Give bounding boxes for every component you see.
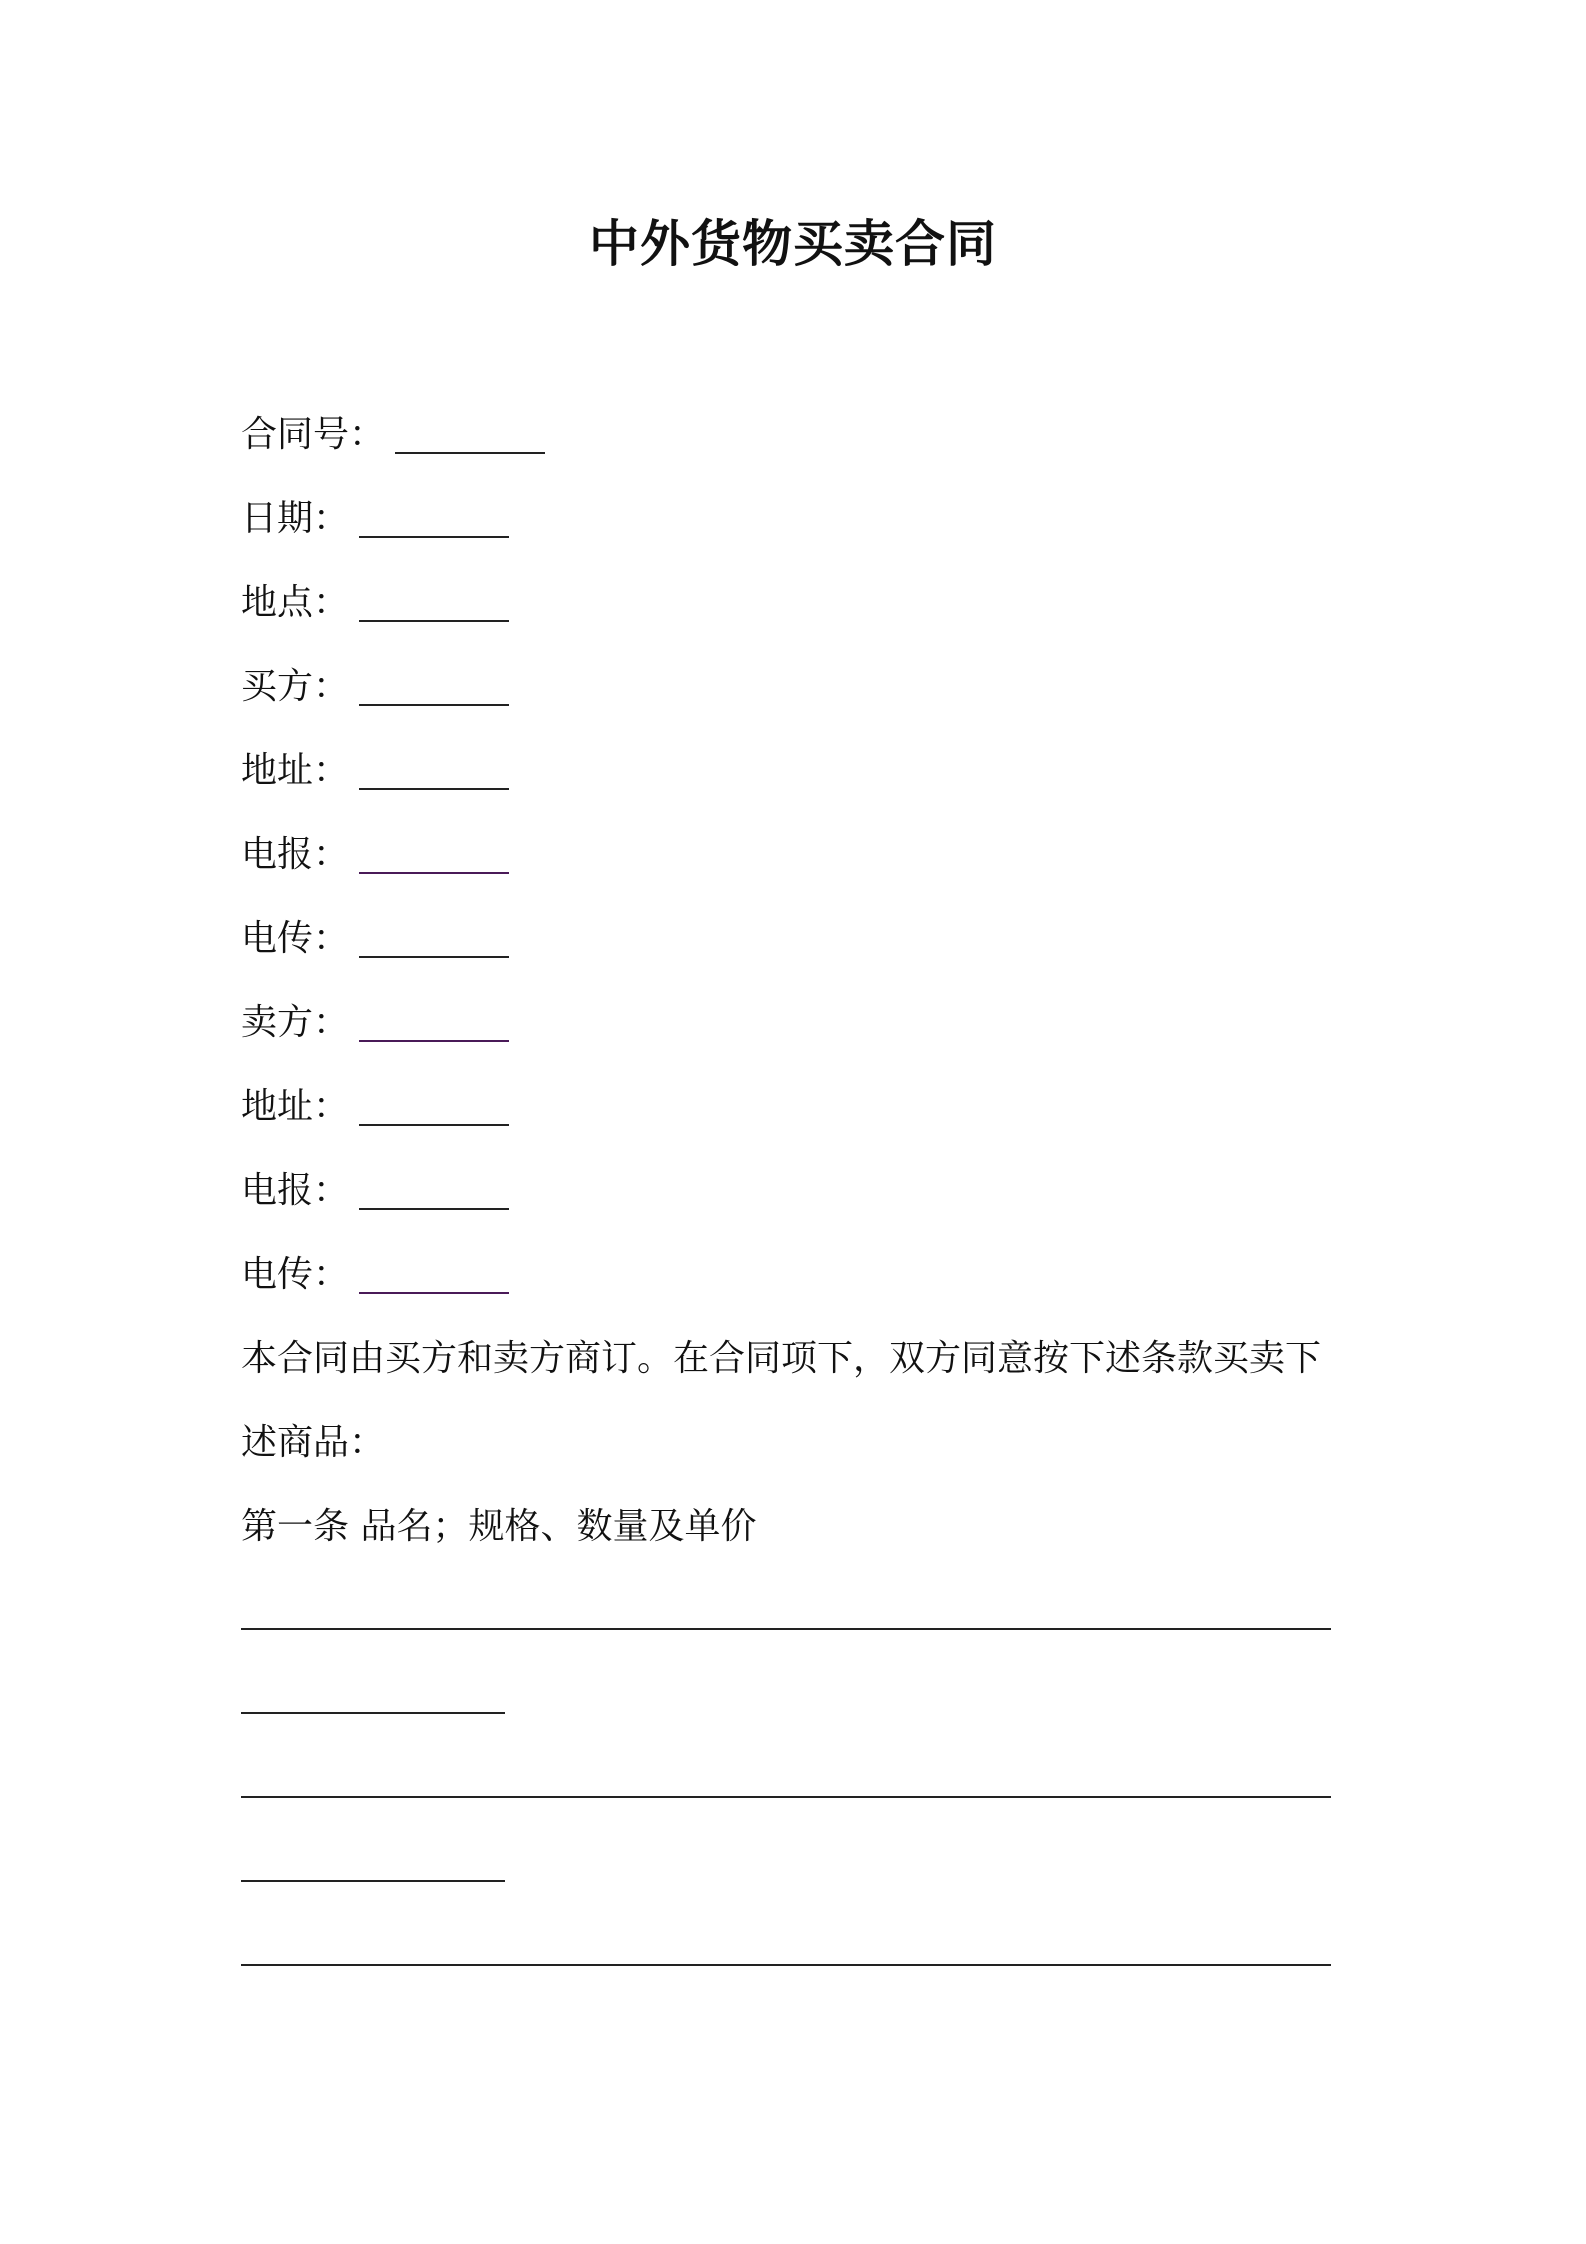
blank-line: [241, 1712, 505, 1714]
seller-blank: [359, 998, 509, 1042]
field-buyer-telegram: [241, 830, 1391, 914]
article1-heading: 第一条 品名；规格、数量及单价: [241, 1506, 757, 1547]
contract-fields: [241, 410, 1391, 1334]
document-title: 中外货物买卖合同: [589, 215, 997, 273]
blank-line: [241, 1796, 1331, 1798]
blank-line: [241, 1880, 505, 1882]
field-seller-telegram: [241, 1166, 1391, 1250]
field-label: 合同号：: [241, 414, 386, 455]
field-buyer-address: [241, 746, 1391, 830]
blank-line: [241, 1628, 1331, 1630]
field-label: 电报：: [241, 834, 350, 875]
place-blank: [359, 578, 509, 622]
field-seller-telex: [241, 1250, 1391, 1334]
field-label: 日期：: [241, 498, 350, 539]
field-label: 买方：: [241, 666, 350, 707]
intro-paragraph-line1: 本合同由买方和卖方商订。在合同项下，双方同意按下述条款买卖下: [241, 1338, 1322, 1379]
field-label: 电传：: [241, 918, 350, 959]
buyer-telex-blank: [359, 914, 509, 958]
buyer-blank: [359, 662, 509, 706]
seller-telex-blank: [359, 1250, 509, 1294]
field-buyer-telex: [241, 914, 1391, 998]
seller-address-blank: [359, 1082, 509, 1126]
date-blank: [359, 494, 509, 538]
field-label: 卖方：: [241, 1002, 350, 1043]
buyer-address-blank: [359, 746, 509, 790]
field-label: 地点：: [241, 582, 350, 623]
field-label: 电传：: [241, 1254, 350, 1295]
blank-line: [241, 1964, 1331, 1966]
field-seller: [241, 998, 1391, 1082]
field-label: 地址：: [241, 1086, 350, 1127]
seller-telegram-blank: [359, 1166, 509, 1210]
buyer-telegram-blank: [359, 830, 509, 874]
field-date: [241, 494, 1391, 578]
contract-number-blank: [395, 410, 545, 454]
field-seller-address: [241, 1082, 1391, 1166]
field-buyer: [241, 662, 1391, 746]
field-label: 电报：: [241, 1170, 350, 1211]
field-place: [241, 578, 1391, 662]
field-contract-number: [241, 410, 1391, 494]
intro-paragraph-line2: 述商品：: [241, 1422, 386, 1463]
field-label: 地址：: [241, 750, 350, 791]
